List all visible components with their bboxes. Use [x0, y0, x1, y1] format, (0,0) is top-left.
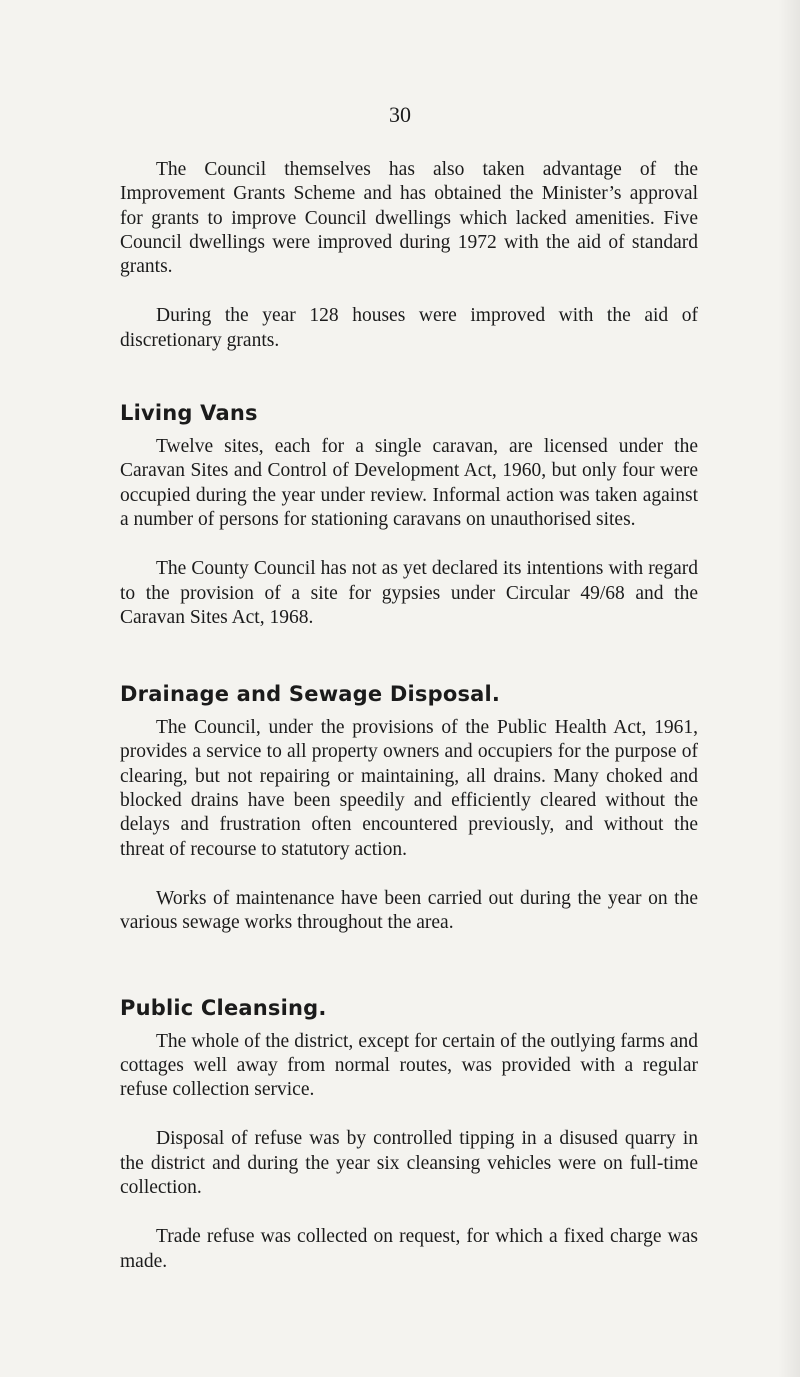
cleansing-paragraph-1 — [120, 1030, 698, 1103]
cleansing-paragraph-2 — [120, 1127, 698, 1200]
cleansing-paragraph-3-text: Trade refuse was collected on request, for which a fixed charge was made. — [120, 1226, 698, 1272]
intro-paragraph-2-text: During the year 128 houses were improved with the aid of discretionary grants. — [120, 305, 698, 351]
page-number: 30 — [389, 102, 411, 127]
drainage-paragraph-1 — [120, 716, 698, 862]
cleansing-paragraph-2-text: Disposal of refuse was by controlled tipping in a disused quarry in the district and during the year six cleansing vehicles were on full-time collection. — [120, 1128, 698, 1199]
drainage-paragraph-1-text: The Council, under the provisions of the Public Health Act, 1961, provides a service to all property owners and occupiers for the purpose of clearing, but not repairing or maintaining, all drains. Many choked and blocked drains have been speedily and efficiently cleared without the delays and frustration often encountered previously, and without the threat of recourse to statutory action. — [120, 717, 698, 860]
cleansing-paragraph-3 — [120, 1225, 698, 1274]
intro-paragraph-1-text: The Council themselves has also taken advantage of the Improvement Grants Scheme and has obtained the Minister’s approval for grants to improve Council dwellings which lacked amenities. Five Council dwellings were improved during 1972 with the aid of standard grants. — [120, 159, 698, 278]
drainage-paragraph-2-text: Works of maintenance have been carried out during the year on the various sewage works throughout the area. — [120, 887, 698, 934]
living-vans-paragraph-2 — [120, 557, 698, 630]
cleansing-paragraph-1-text: The whole of the district, except for certain of the outlying farms and cottages well away from normal routes, was provided with a regular refuse collection service. — [120, 1030, 698, 1101]
drainage-heading: Drainage and Sewage Disposal. — [120, 682, 501, 707]
drainage-paragraph-2 — [120, 887, 698, 936]
living-vans-paragraph-1-text: Twelve sites, each for a single caravan, are licensed under the Caravan Sites and Control of Development Act, 1960, but only four were occupied during the year under review. Informal action was taken against a number of persons for stationing caravans on unauthorised sites. — [120, 436, 698, 530]
page-body — [120, 158, 698, 1299]
living-vans-heading: Living Vans — [120, 401, 258, 426]
intro-paragraph-1 — [120, 158, 698, 279]
living-vans-paragraph-1 — [120, 435, 698, 532]
living-vans-paragraph-2-text: The County Council has not as yet declared its intentions with regard to the provision of a site for gypsies under Circular 49/68 and the Caravan Sites Act, 1968. — [120, 558, 698, 628]
page-edge-shadow — [778, 0, 800, 1377]
public-cleansing-heading: Public Cleansing. — [120, 995, 327, 1020]
intro-paragraph-2 — [120, 304, 698, 353]
